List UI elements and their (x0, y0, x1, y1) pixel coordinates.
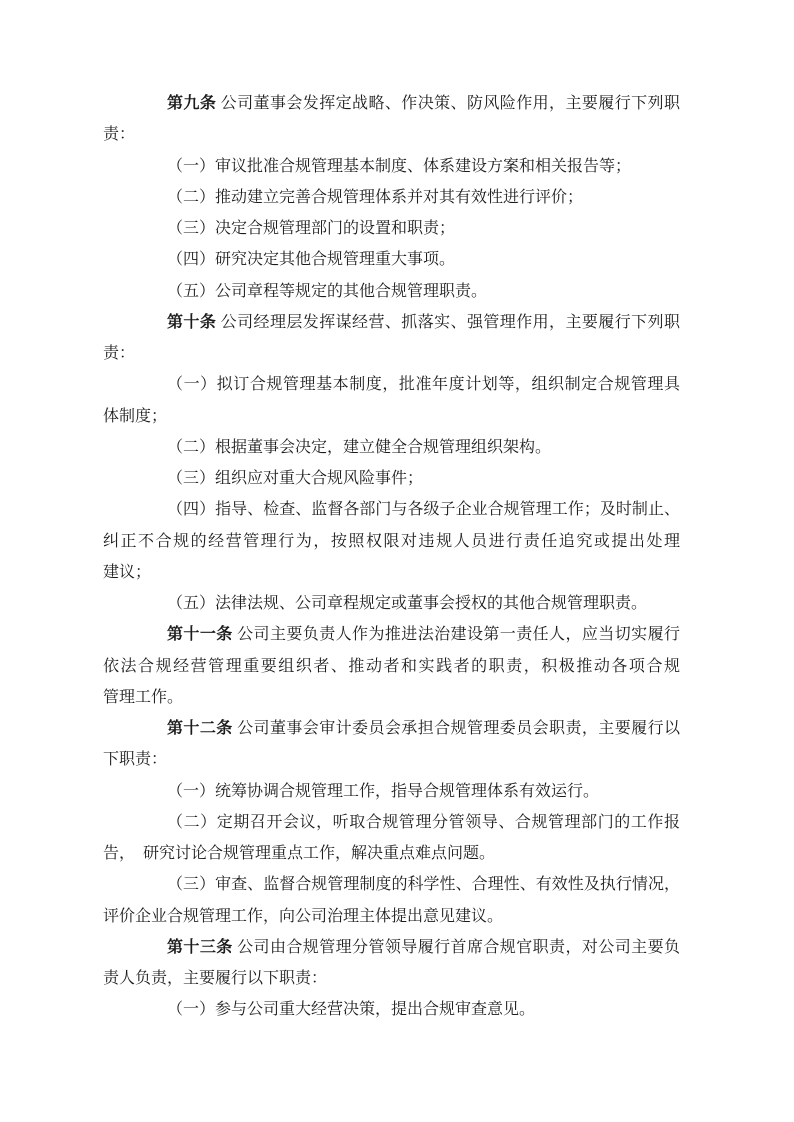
text-line: 依法合规经营管理重要组织者、推动者和实践者的职责，积极推动各项合规 (103, 657, 680, 675)
text-line: （三）组织应对重大合规风险事件； (167, 470, 424, 487)
text-line: 责： (103, 126, 136, 144)
text-line: （二）推动建立完善合规管理体系并对其有效性进行评价； (167, 188, 584, 206)
text-line: （四）指导、检查、监督各部门与各级子企业合规管理工作；及时制止、 (167, 501, 680, 519)
text-line: （五）公司章程等规定的其他合规管理职责。 (167, 282, 488, 300)
article-number-label: 第十二条 (167, 720, 233, 737)
text-line: （二）定期召开会议，听取合规管理分管领导、合规管理部门的工作报 (167, 813, 680, 831)
text-line: （一）统筹协调合规管理工作，指导合规管理体系有效运行。 (167, 782, 600, 800)
text-line: 责人负责，主要履行以下职责： (103, 970, 328, 987)
line-text: 公司经理层发挥谋经营、抓落实、强管理作用，主要履行下列职 (216, 313, 680, 331)
text-line (103, 932, 680, 963)
paragraph-article-11 (103, 619, 680, 713)
text-line: （三）审查、监督合规管理制度的科学性、合理性、有效性及执行情况， (167, 876, 680, 894)
text-line: 责： (103, 345, 136, 362)
document-page-body (103, 88, 680, 1026)
article-number-label: 第十三条 (167, 938, 233, 956)
text-line (103, 307, 680, 338)
paragraph-article-9 (103, 88, 680, 151)
text-line: （四）研究决定其他合规管理重大事项。 (167, 251, 456, 269)
list-article-10-items (103, 369, 680, 619)
text-line: 体制度； (103, 407, 168, 425)
paragraph-article-10 (103, 307, 680, 370)
text-line (103, 88, 680, 119)
text-line: （五）法律法规、公司章程规定或董事会授权的其他合规管理职责。 (167, 595, 648, 612)
text-line: 下职责： (103, 751, 168, 769)
list-article-9-items (103, 151, 680, 307)
text-line: （二）根据董事会决定，建立健全合规管理组织架构。 (167, 438, 552, 456)
text-line: 纠正不合规的经营管理行为，按照权限对违规人员进行责任追究或提出处理 (103, 532, 680, 550)
line-text: 公司由合规管理分管领导履行首席合规官职责，对公司主要负 (232, 938, 680, 956)
line-text: 公司主要负责人作为推进法治建设第一责任人，应当切实履行 (232, 626, 680, 644)
text-line: （一）拟订合规管理基本制度，批准年度计划等，组织制定合规管理具 (167, 376, 680, 394)
article-number-label: 第十一条 (167, 626, 233, 644)
list-article-13-items (103, 994, 680, 1025)
text-line: 管理工作。 (103, 688, 184, 706)
line-text: 公司董事会发挥定战略、作决策、防风险作用，主要履行下列职 (216, 95, 680, 112)
text-line: （一）审议批准合规管理基本制度、体系建设方案和相关报告等； (167, 157, 632, 175)
line-text: 公司董事会审计委员会承担合规管理委员会职责，主要履行以 (232, 720, 680, 737)
text-line: 评价企业合规管理工作，向公司治理主体提出意见建议。 (103, 907, 504, 925)
text-line: （三）决定合规管理部门的设置和职责； (167, 220, 456, 237)
text-line: （一）参与公司重大经营决策，提出合规审查意见。 (167, 1001, 536, 1019)
text-line: 告， 研究讨论合规管理重点工作，解决重点难点问题。 (103, 845, 496, 862)
article-number-label: 第九条 (167, 95, 217, 112)
text-line (103, 619, 680, 650)
text-line: 建议； (103, 563, 152, 581)
list-article-12-items (103, 776, 680, 932)
article-number-label: 第十条 (167, 313, 217, 331)
paragraph-article-13 (103, 932, 680, 995)
paragraph-article-12 (103, 713, 680, 776)
text-line (103, 713, 680, 744)
